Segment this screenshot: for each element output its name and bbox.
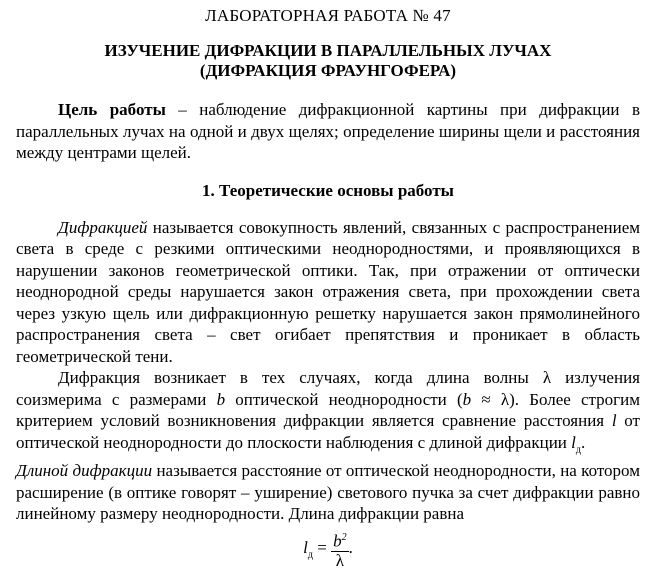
formula-denominator: λ bbox=[335, 550, 344, 570]
var-b-2: b bbox=[462, 389, 472, 409]
goal-label: Цель работы bbox=[58, 100, 166, 119]
main-title bbox=[16, 41, 640, 81]
formula-numerator bbox=[331, 529, 349, 552]
goal-text: – наблюдение дифракционной картины при дифракции в параллельных лучах на одной и двух щелях; определение ширины щели и расстояния между центрами щелей. bbox=[16, 100, 640, 162]
goal-paragraph bbox=[16, 99, 640, 164]
formula-fraction bbox=[331, 529, 349, 570]
var-ld: l bbox=[571, 432, 576, 452]
var-b: b bbox=[216, 389, 226, 409]
diffraction-length-formula bbox=[16, 529, 640, 570]
var-ld-subscript: д bbox=[575, 443, 581, 455]
formula-num-var: b bbox=[333, 531, 342, 551]
lab-number-title: ЛАБОРАТОРНАЯ РАБОТА № 47 bbox=[205, 6, 451, 25]
p2-part1: Дифракция возникает в тех случаях, когда длина волны λ излучения соизмерима с размерами bbox=[16, 368, 640, 409]
paragraph3-text: называется расстояние от оптической неоднородности, на котором расширение (в оптике говорят – уширение) светового пучка за счет дифракции равно линейному размеру неоднородности. Длина дифракции равна bbox=[16, 461, 640, 524]
formula-lhs-subscript: д bbox=[307, 549, 313, 561]
section-heading: 1. Теоретические основы работы bbox=[202, 180, 454, 200]
main-title-line2: (ДИФРАКЦИЯ ФРАУНГОФЕРА) bbox=[199, 61, 457, 80]
paragraph-diffraction-length bbox=[16, 460, 640, 525]
paragraph1-text: называется совокупность явлений, связанных с распространением света в среде с резкими оптическими неоднородностями, и проявляющихся в нарушении законов геометрической оптики. Так, при отражении от оптически неоднородной среды нарушается закон отражения света, при прохождении света через узкую щель или дифракционную решетку нарушается закон прямолинейного распространения света – свет огибает препятствия и проникает в область геометрической тени. bbox=[16, 217, 640, 366]
paragraph-diffraction-conditions bbox=[16, 367, 640, 460]
formula-equals: = bbox=[312, 538, 332, 558]
paragraph-diffraction-definition bbox=[16, 217, 640, 368]
formula-period: . bbox=[348, 538, 353, 558]
p2-part4: от оптической неоднородности до плоскости наблюдения с длиной дифракции bbox=[16, 411, 640, 452]
term-diffraction: Дифракцией bbox=[58, 217, 148, 237]
p2-part3: ≈ λ). Более строгим критерием условий возникновения дифракции является сравнение расстояния bbox=[16, 389, 641, 430]
formula-num-exponent: 2 bbox=[341, 531, 347, 543]
term-diffraction-length: Длиной дифракции bbox=[16, 461, 153, 481]
main-title-line1: ИЗУЧЕНИЕ ДИФРАКЦИИ В ПАРАЛЛЕЛЬНЫХ ЛУЧАХ bbox=[104, 41, 552, 60]
p2-part2: оптической неоднородности ( bbox=[225, 389, 463, 409]
var-l: l bbox=[611, 411, 617, 430]
formula-lhs: l bbox=[303, 538, 308, 558]
p2-part5: . bbox=[580, 432, 586, 452]
